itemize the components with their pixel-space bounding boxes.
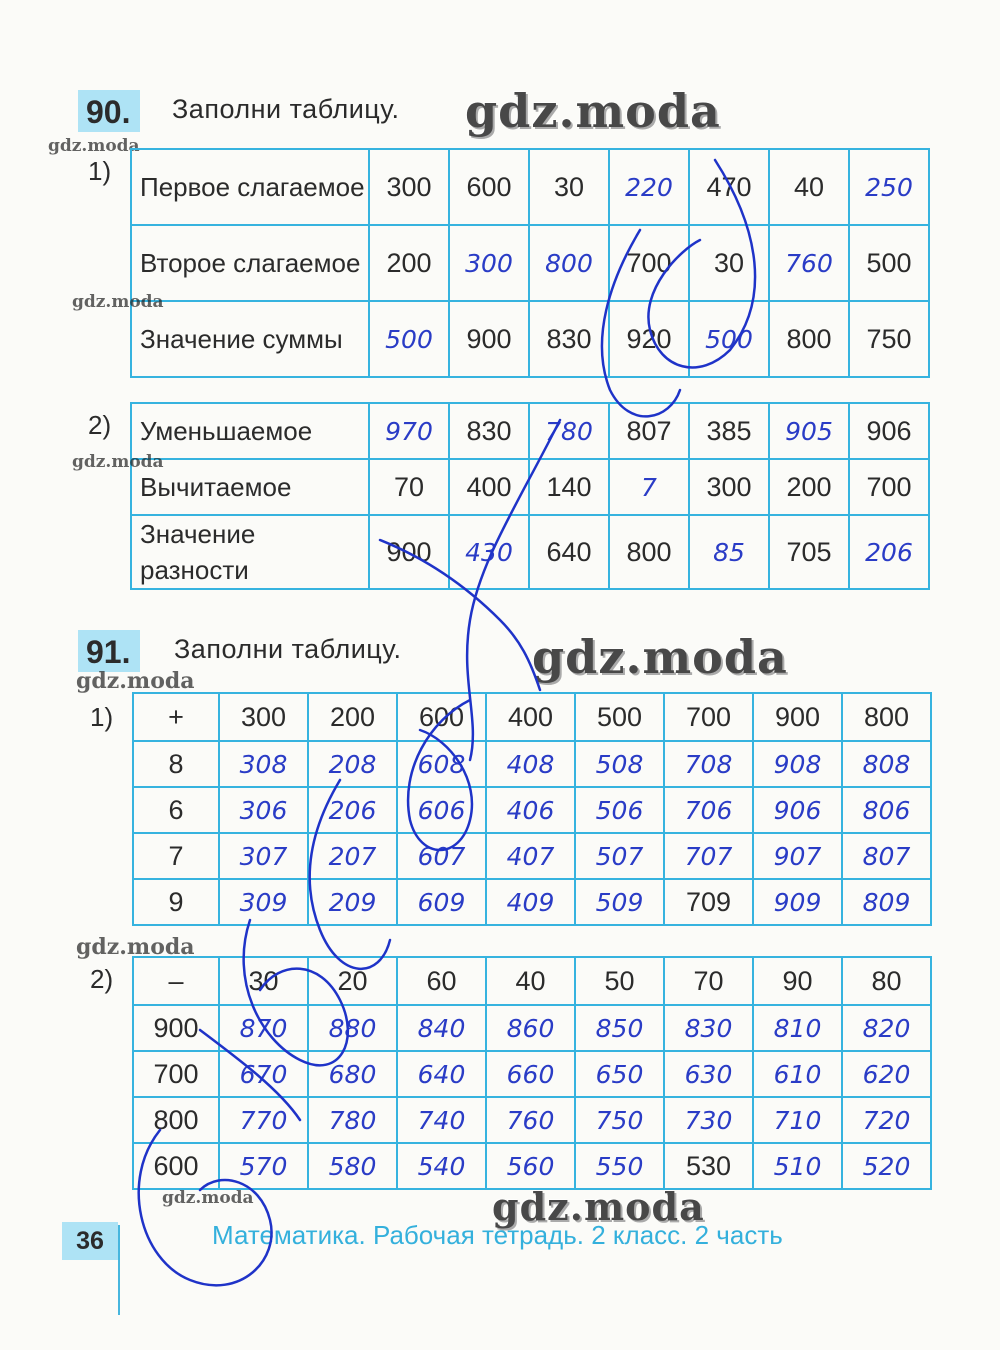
handwritten-answer: 760 <box>769 225 849 301</box>
book-title: Математика. Рабочая тетрадь. 2 класс. 2 часть <box>212 1220 783 1250</box>
handwritten-answer: 650 <box>575 1051 664 1097</box>
handwritten-answer: 207 <box>308 833 397 879</box>
handwritten-answer: 307 <box>219 833 308 879</box>
handwritten-answer: 880 <box>308 1005 397 1051</box>
page-number: 36 <box>62 1222 118 1260</box>
handwritten-answer: 870 <box>219 1005 308 1051</box>
handwritten-answer: 430 <box>449 515 529 589</box>
handwritten-answer: 606 <box>397 787 486 833</box>
printed-value: 800 <box>609 515 689 589</box>
handwritten-answer: 506 <box>575 787 664 833</box>
column-header: 60 <box>397 957 486 1005</box>
row-header: 9 <box>133 879 219 925</box>
row-header: Значение суммы <box>131 301 369 377</box>
task-90-table-1 <box>130 148 930 378</box>
printed-value: 700 <box>849 459 929 515</box>
header-row <box>133 957 931 1005</box>
row-header: 7 <box>133 833 219 879</box>
handwritten-answer: 806 <box>842 787 931 833</box>
handwritten-answer: 408 <box>486 741 575 787</box>
handwritten-answer: 306 <box>219 787 308 833</box>
column-header: 300 <box>219 693 308 741</box>
row-header: Первое слагаемое <box>131 149 369 225</box>
margin-line <box>118 1225 120 1315</box>
column-header: 800 <box>842 693 931 741</box>
printed-value: 30 <box>529 149 609 225</box>
table-row <box>133 787 931 833</box>
handwritten-answer: 750 <box>575 1097 664 1143</box>
handwritten-answer: 780 <box>308 1097 397 1143</box>
printed-value: 920 <box>609 301 689 377</box>
handwritten-answer: 760 <box>486 1097 575 1143</box>
handwritten-answer: 308 <box>219 741 308 787</box>
handwritten-answer: 807 <box>842 833 931 879</box>
printed-value: 530 <box>664 1143 753 1189</box>
task-90-part-2-label: 2) <box>88 410 112 440</box>
printed-value: 807 <box>609 403 689 459</box>
handwritten-answer: 560 <box>486 1143 575 1189</box>
handwritten-answer: 609 <box>397 879 486 925</box>
handwritten-answer: 510 <box>753 1143 842 1189</box>
row-header: 800 <box>133 1097 219 1143</box>
handwritten-answer: 710 <box>753 1097 842 1143</box>
task-90-number: 90. <box>78 90 140 132</box>
handwritten-answer: 680 <box>308 1051 397 1097</box>
handwritten-answer: 206 <box>849 515 929 589</box>
table-row <box>131 225 929 301</box>
handwritten-answer: 309 <box>219 879 308 925</box>
table-row <box>133 1005 931 1051</box>
table-row <box>133 833 931 879</box>
row-header: 900 <box>133 1005 219 1051</box>
handwritten-answer: 840 <box>397 1005 486 1051</box>
task-90-title: Заполни таблицу. <box>172 94 400 124</box>
row-header: Уменьшаемое <box>131 403 369 459</box>
handwritten-answer: 520 <box>842 1143 931 1189</box>
handwritten-answer: 507 <box>575 833 664 879</box>
table-row <box>133 1097 931 1143</box>
handwritten-answer: 580 <box>308 1143 397 1189</box>
handwritten-answer: 800 <box>529 225 609 301</box>
handwritten-answer: 607 <box>397 833 486 879</box>
printed-value: 900 <box>449 301 529 377</box>
table-row <box>131 515 929 589</box>
handwritten-answer: 810 <box>753 1005 842 1051</box>
handwritten-answer: 730 <box>664 1097 753 1143</box>
handwritten-answer: 220 <box>609 149 689 225</box>
table-row <box>131 459 929 515</box>
column-header: 50 <box>575 957 664 1005</box>
printed-value: 830 <box>529 301 609 377</box>
watermark: gdz.moda <box>76 934 195 960</box>
column-header: 20 <box>308 957 397 1005</box>
printed-value: 385 <box>689 403 769 459</box>
column-header: 400 <box>486 693 575 741</box>
table-row <box>131 149 929 225</box>
handwritten-answer: 707 <box>664 833 753 879</box>
handwritten-answer: 706 <box>664 787 753 833</box>
printed-value: 200 <box>369 225 449 301</box>
handwritten-answer: 850 <box>575 1005 664 1051</box>
task-91-table-1 <box>132 692 932 926</box>
printed-value: 70 <box>369 459 449 515</box>
handwritten-answer: 908 <box>753 741 842 787</box>
handwritten-answer: 208 <box>308 741 397 787</box>
row-header: 6 <box>133 787 219 833</box>
header-row <box>133 693 931 741</box>
column-header: 900 <box>753 693 842 741</box>
watermark: gdz.moda <box>465 84 721 138</box>
row-header: 700 <box>133 1051 219 1097</box>
task-91-title: Заполни таблицу. <box>174 634 402 664</box>
row-header: Значение разности <box>131 515 369 589</box>
watermark: gdz.moda <box>162 1188 254 1208</box>
printed-value: 300 <box>369 149 449 225</box>
task-91-part-2-label: 2) <box>90 964 114 994</box>
printed-value: 709 <box>664 879 753 925</box>
handwritten-answer: 808 <box>842 741 931 787</box>
task-90-part-1-label: 1) <box>88 156 112 186</box>
handwritten-answer: 820 <box>842 1005 931 1051</box>
column-header: 40 <box>486 957 575 1005</box>
row-header: 600 <box>133 1143 219 1189</box>
watermark: gdz.moda <box>48 136 140 156</box>
handwritten-answer: 407 <box>486 833 575 879</box>
handwritten-answer: 406 <box>486 787 575 833</box>
printed-value: 500 <box>849 225 929 301</box>
table-row <box>133 1051 931 1097</box>
printed-value: 200 <box>769 459 849 515</box>
column-header: 30 <box>219 957 308 1005</box>
handwritten-answer: 620 <box>842 1051 931 1097</box>
printed-value: 700 <box>609 225 689 301</box>
printed-value: 800 <box>769 301 849 377</box>
row-header: 8 <box>133 741 219 787</box>
handwritten-answer: 508 <box>575 741 664 787</box>
handwritten-answer: 540 <box>397 1143 486 1189</box>
handwritten-answer: 905 <box>769 403 849 459</box>
handwritten-answer: 500 <box>689 301 769 377</box>
column-header: 200 <box>308 693 397 741</box>
handwritten-answer: 570 <box>219 1143 308 1189</box>
handwritten-answer: 970 <box>369 403 449 459</box>
handwritten-answer: 300 <box>449 225 529 301</box>
handwritten-answer: 809 <box>842 879 931 925</box>
handwritten-answer: 85 <box>689 515 769 589</box>
printed-value: 750 <box>849 301 929 377</box>
printed-value: 140 <box>529 459 609 515</box>
handwritten-answer: 770 <box>219 1097 308 1143</box>
handwritten-answer: 740 <box>397 1097 486 1143</box>
handwritten-answer: 860 <box>486 1005 575 1051</box>
printed-value: 830 <box>449 403 529 459</box>
task-91-part-1-label: 1) <box>90 702 114 732</box>
column-header: 80 <box>842 957 931 1005</box>
row-header: Второе слагаемое <box>131 225 369 301</box>
handwritten-answer: 708 <box>664 741 753 787</box>
handwritten-answer: 640 <box>397 1051 486 1097</box>
operator-sign: + <box>133 693 219 741</box>
handwritten-answer: 409 <box>486 879 575 925</box>
printed-value: 705 <box>769 515 849 589</box>
handwritten-answer: 550 <box>575 1143 664 1189</box>
printed-value: 400 <box>449 459 529 515</box>
handwritten-answer: 907 <box>753 833 842 879</box>
printed-value: 906 <box>849 403 929 459</box>
watermark: gdz.moda <box>532 630 788 684</box>
column-header: 600 <box>397 693 486 741</box>
handwritten-answer: 608 <box>397 741 486 787</box>
column-header: 70 <box>664 957 753 1005</box>
column-header: 500 <box>575 693 664 741</box>
column-header: 90 <box>753 957 842 1005</box>
table-row <box>133 741 931 787</box>
printed-value: 900 <box>369 515 449 589</box>
printed-value: 30 <box>689 225 769 301</box>
handwritten-answer: 630 <box>664 1051 753 1097</box>
printed-value: 640 <box>529 515 609 589</box>
handwritten-answer: 509 <box>575 879 664 925</box>
task-91-table-2 <box>132 956 932 1190</box>
column-header: 700 <box>664 693 753 741</box>
watermark: gdz.moda <box>72 452 164 472</box>
handwritten-answer: 250 <box>849 149 929 225</box>
handwritten-answer: 500 <box>369 301 449 377</box>
handwritten-answer: 906 <box>753 787 842 833</box>
operator-sign: – <box>133 957 219 1005</box>
printed-value: 470 <box>689 149 769 225</box>
table-row <box>131 301 929 377</box>
handwritten-answer: 660 <box>486 1051 575 1097</box>
handwritten-answer: 780 <box>529 403 609 459</box>
handwritten-answer: 7 <box>609 459 689 515</box>
watermark: gdz.moda <box>76 668 195 694</box>
printed-value: 600 <box>449 149 529 225</box>
table-row <box>133 1143 931 1189</box>
handwritten-answer: 909 <box>753 879 842 925</box>
watermark: gdz.moda <box>492 1184 705 1229</box>
task-91-number: 91. <box>78 630 140 672</box>
handwritten-answer: 209 <box>308 879 397 925</box>
printed-value: 300 <box>689 459 769 515</box>
handwritten-answer: 670 <box>219 1051 308 1097</box>
handwritten-answer: 830 <box>664 1005 753 1051</box>
printed-value: 40 <box>769 149 849 225</box>
table-row <box>133 879 931 925</box>
row-header: Вычитаемое <box>131 459 369 515</box>
watermark: gdz.moda <box>72 292 164 312</box>
handwritten-answer: 720 <box>842 1097 931 1143</box>
handwritten-answer: 610 <box>753 1051 842 1097</box>
handwritten-answer: 206 <box>308 787 397 833</box>
task-90-table-2 <box>130 402 930 590</box>
table-row <box>131 403 929 459</box>
